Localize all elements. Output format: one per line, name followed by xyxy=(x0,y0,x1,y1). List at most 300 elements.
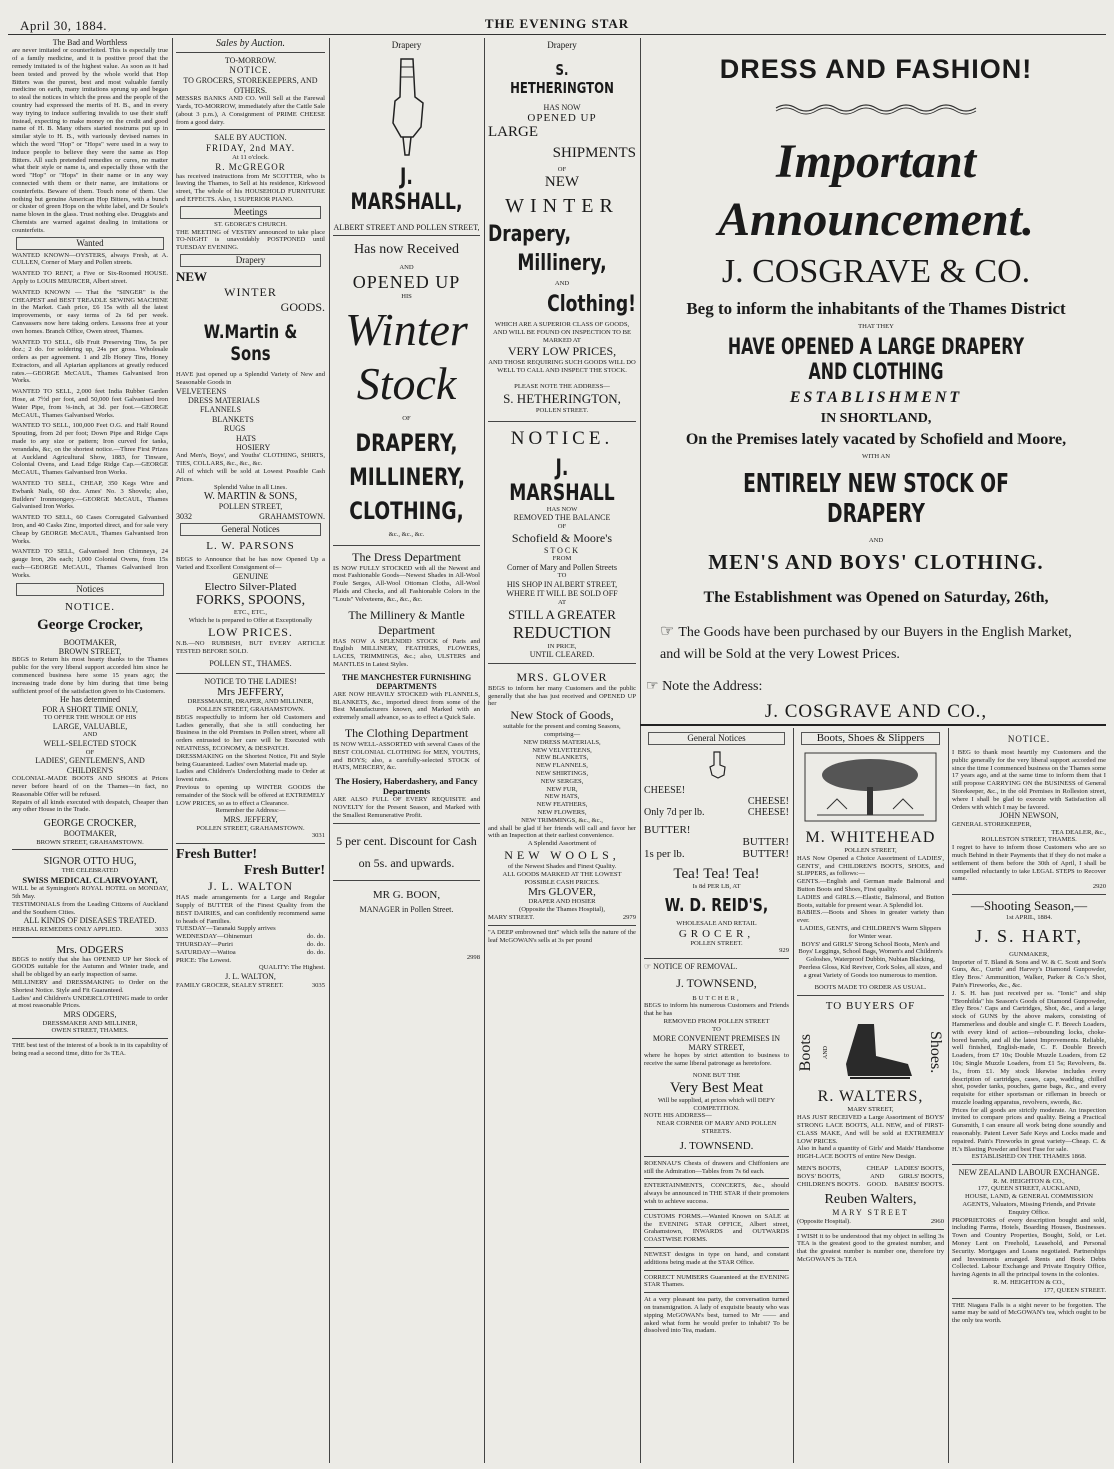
whitehead-boys: BOYS' and GIRLS' Strong School Boots, Men's and Boys' Leggings, School Bags, Women's and Children's Goloshes, Waterproof Dubbin, Nubian Blacking, Peerless Gloss, Kid Reviver, Cork Soles, all sizes, and a great Variety of Goods too numerous to mention. xyxy=(798,940,943,979)
cash-discount: 5 per cent. Discount for Cash on 5s. and upwards. xyxy=(336,833,477,870)
customs-forms-ad: CUSTOMS FORMS.—Wanted Known on SALE at the EVENING STAR OFFICE, Albert street, Grahamstown, INWARDS and OUTWARDS COASTWISE FORMS. xyxy=(644,1212,789,1244)
column-rule xyxy=(793,728,794,1463)
crocker-sig-trade: BOOTMAKER, xyxy=(63,829,117,839)
schedule-cell: WEDNESDAY—Ohinemuri xyxy=(176,933,253,941)
nz-labour-exchange: NEW ZEALAND LABOUR EXCHANGE. xyxy=(958,1168,1100,1178)
marshall-corner: Corner of Mary and Pollen Streets xyxy=(507,562,617,572)
glover-item: NEW FUR, xyxy=(546,785,578,793)
odgers-text: BEGS to notify that she has OPENED UP her Stock of GOODS suitable for the Autumn and Winter trade, and shall be obliged by an early inspection of same. xyxy=(12,955,168,979)
very-best-meat: Very Best Meat xyxy=(669,1079,764,1096)
odgers-name: Mrs. ODGERS xyxy=(56,943,124,956)
glover-item: NEW VELVETEENS, xyxy=(532,746,592,754)
schedule-row xyxy=(176,933,325,941)
walters-text: HAS JUST RECEIVED a Large Assortment of BOYS' STRONG LACE BOOTS, ALL NEW, and of FIRST-CLASS MAKE, And will be sold at EXTREMELY LOW PRICES. xyxy=(797,1114,944,1145)
martin-num: 3032 xyxy=(176,511,192,521)
glover-suitable: suitable for the present and coming Seasons, comprising— xyxy=(503,723,621,738)
cosgrave-firm: J. COSGRAVE & CO. xyxy=(721,253,1031,290)
crocker-large: LARGE, VALUABLE, xyxy=(52,722,128,732)
boots-grid-right xyxy=(894,1165,944,1188)
jeffery-remember: Remember the Address:— xyxy=(215,807,286,815)
glover-splendid: A Splendid Assortment of xyxy=(527,840,597,848)
drapery-word: DRAPERY, xyxy=(355,428,458,457)
martin-list-item: HOSIERY xyxy=(236,443,271,453)
marshall-notice: NOTICE. xyxy=(510,427,614,449)
glover-num: 2979 xyxy=(622,913,636,921)
notices-header: Notices xyxy=(16,583,164,596)
heth-sig: S. HETHERINGTON, xyxy=(503,390,621,406)
martin-list-item: RUGS xyxy=(224,424,246,434)
crocker-text: BEGS to Return his most hearty thanks to the Thames public for the very liberal support accorded him since he commenced business here some 15 years ago; the increasing trade done by him during that time being sufficient proof of the satisfaction given to his Customers. xyxy=(12,656,168,695)
eleven: At 11 o'clock. xyxy=(232,153,269,161)
jeffery-name: Mrs JEFFERY, xyxy=(217,686,284,699)
heth-pollen: POLLEN STREET. xyxy=(535,406,589,414)
newson-num: 2920 xyxy=(1092,883,1106,891)
crocker-name: George Crocker, xyxy=(37,616,143,633)
martin-youths: And Men's, Boys', and Youths' CLOTHING, SHIRTS, TIES, COLLARS, &c., &c., &c. xyxy=(176,452,325,468)
glover-new-stock: New Stock of Goods, xyxy=(510,708,614,723)
butter-3: BUTTER! xyxy=(742,848,789,860)
drapery-header: Drapery xyxy=(547,40,577,50)
heth-of: OF xyxy=(557,166,567,174)
dress-fashion-title: DRESS AND FASHION! xyxy=(719,54,1033,84)
cosgrave-note: ☞ Note the Address: xyxy=(646,679,763,695)
townsend-removed: REMOVED FROM POLLEN STREET xyxy=(663,1017,770,1025)
etc-label: &c., &c., &c. xyxy=(388,530,425,538)
pointing-hand-icon: ☞ xyxy=(646,679,663,695)
martin-splendid: Splendid Value in all Lines. xyxy=(214,483,287,491)
heth-shipments: SHIPMENTS xyxy=(552,145,636,162)
column-rule xyxy=(172,38,173,1463)
heth-millinery: Millinery, xyxy=(517,251,607,277)
whitehead-order: BOOTS MADE TO ORDER AS USUAL. xyxy=(814,983,927,991)
heighton-addr: 177, QUEEN STREET. xyxy=(1043,1286,1106,1294)
boot-illustration-row xyxy=(797,1016,944,1088)
tree-illustration-icon xyxy=(797,749,944,825)
meetings-header: Meetings xyxy=(180,206,321,219)
millinery-text: HAS NOW A SPLENDID STOCK of Paris and English MILLINERY, FEATHERS, FLOWERS, LACES, TRIMMINGS, &c.; also, ULSTERS and MANTLES in Latest Styles. xyxy=(333,637,480,668)
and-word: AND xyxy=(823,1045,830,1059)
wanted-ad: WANTED KNOWN — That the "SINGER" is the CHEAPEST and BEST TREADLE SEWING MACHINE in the Market. Cash price, £6 15s with all the latest improvements, or easy terms of 2s 6d per week. Canvassers now here taking orders. Lessons free at your own homes. Branch Office, Owen street, Thames. xyxy=(12,288,168,335)
townsend-more: MORE CONVENIENT PREMISES IN MARY STREET, xyxy=(652,1033,781,1052)
heighton-props: PROPRIETORS of every description bought and sold, including Farms, Hotels, Boarding Houses, Businesses. Town and Country Properties, Bought, Sold, or Let. Money Lent on Freehold, Leasehold, and Personal Security. Mortgages and Loans negotiated. Partnerships and Investments arranged. Rents and Book Debts Collected. Labour Exchange and Private Enquiry Office, having Agents in all the principal towns in the colonies. xyxy=(952,1216,1106,1279)
marshall-where: WHERE IT WILL BE SOLD OFF xyxy=(506,589,618,599)
cosgrave-goods: ☞ The Goods have been purchased by our Buyers in the English Market, and will be Sold at the very Lowest Prices. xyxy=(660,623,1072,663)
martin-list-item: DRESS MATERIALS xyxy=(188,395,260,405)
has-now-received: Has now Received xyxy=(354,242,459,258)
cosgrave-sig: J. COSGRAVE AND CO., xyxy=(764,701,988,723)
glover-mary: MARY STREET. xyxy=(488,913,535,921)
walton-addr: FAMILY GROCER, SEALEY STREET. xyxy=(176,981,284,989)
newson-rolleston: ROLLESTON STREET, THAMES. xyxy=(981,836,1077,844)
cheese-3: CHEESE! xyxy=(747,807,789,818)
odgers-underclothing: Ladies' and Children's UNDERCLOTHING made to order at most reasonable Prices. xyxy=(12,994,168,1010)
cosgrave-that-they: THAT THEY xyxy=(858,323,894,330)
and-label: AND xyxy=(399,264,414,272)
marshall-in-price: IN PRICE, xyxy=(547,642,577,650)
newson-name: JOHN NEWSON, xyxy=(999,811,1059,821)
cosgrave-shortland: IN SHORTLAND, xyxy=(820,410,932,426)
wanted-ad: WANTED TO SELL, 6lb Fruit Preserving Tins, 5s per doz.; 2 do. for soldering up, 24s per gross. Wholesale orders as per agreement. 1 and 2lb Honey Tins, Honey Extractors, and all Apiarian appliances at greatly reduced rates.—GEORGE McCAUL, Thames Galvanised Iron Works. xyxy=(12,338,168,385)
wanted-list xyxy=(12,252,168,580)
martin-list xyxy=(176,387,325,453)
goods-label: GOODS. xyxy=(280,299,325,314)
column-4 xyxy=(488,38,636,1466)
whitehead-ladies: LADIES and GIRLS.—Elastic, Balmoral, and Button Boots, suitable for present wear. A Splendid lot. xyxy=(797,893,944,909)
parsons-etc: ETC., ETC., xyxy=(233,609,268,617)
cosgrave-premises: On the Premises lately vacated by Schofield and Moore, xyxy=(685,430,1067,448)
heighton-queen: 177, QUEEN STREET, AUCKLAND, xyxy=(977,1185,1081,1193)
parsons-name: L. W. PARSONS xyxy=(206,540,295,553)
manchester-department: THE MANCHESTER FURNISHING DEPARTMENTS xyxy=(341,672,472,691)
drapery-header: Drapery xyxy=(180,254,321,267)
col4-footer: "A DEEP embrowned tint" which tells the nature of the leaf McGOWAN's sells at 3s per pound xyxy=(488,928,636,944)
odgers-sig2: DRESSMAKER AND MILLINER, xyxy=(42,1019,138,1027)
schedule-row xyxy=(176,925,325,933)
hart-gunmaker: GUNMAKER, xyxy=(1009,950,1049,958)
parsons-electro: Electro Silver-Plated xyxy=(204,581,297,594)
glover-item: NEW FEATHERS, xyxy=(536,801,588,809)
heth-large: LARGE xyxy=(488,124,538,141)
odgers-footer: THE best test of the interest of a book is in its capability of being read a second time, ditto for 3s TEA. xyxy=(12,1042,168,1057)
marshall-of: OF xyxy=(557,522,567,530)
townsend-text: BEGS to inform his numerous Customers and Friends that he has xyxy=(644,1002,789,1018)
walton-num: 3035 xyxy=(311,981,325,989)
hosiery-text: ARE ALSO FULL OF EVERY REQUISITE and NOVELTY for the Present Season, and Marked with the Smallest Remunerative Profit. xyxy=(333,796,480,819)
wanted-ad: WANTED TO SELL, 100,000 Feet O.G. and Half Round Spouting, from 2d per foot; Down Pipe and Ridge Caps made to any size or pattern; Iron curved for tanks, verandahs, &c, on the shortest notice.—Three First Prizes at Auckland Agricultural Show, 1883, for Tinware, Colonial Ovens, and Lead Edge Ridge Cap.—GEORGE McCAUL, Thames Galvanised Iron Works. xyxy=(12,422,168,477)
reuben-num: 2960 xyxy=(930,1217,944,1225)
marshall-reduction: REDUCTION xyxy=(512,622,612,642)
banks-text: MESSRS BANKS AND CO. Will Sell at the Farewal Yards, TO-MORROW, immediately after the Cattle Sale (about 3 p.m.), A Consignment of PRIME CHEESE from a good dairy. xyxy=(176,95,325,126)
winter-word: Winter xyxy=(345,304,468,355)
dress-department: The Dress Department xyxy=(352,549,461,564)
cosgrave-entirely: ENTIRELY NEW STOCK OF DRAPERY xyxy=(743,468,1009,529)
masthead-date: April 30, 1884. xyxy=(20,18,107,33)
marshall-still: STILL A GREATER xyxy=(508,606,616,622)
boots-grid-cell: GIRLS' BOOTS, xyxy=(898,1172,944,1180)
walton-sig: J. L. WALTON, xyxy=(225,972,276,982)
marshall-has-now: HAS NOW xyxy=(546,505,578,513)
pointing-hand-icon: ☞ xyxy=(660,623,679,641)
parsons-pollen: POLLEN ST., THAMES. xyxy=(209,659,292,669)
newson-notice: NOTICE. xyxy=(1007,734,1051,744)
winter-label: WINTER xyxy=(224,284,277,299)
cheese-price: Only 7d per lb. xyxy=(644,807,705,818)
newson-storekeeper: GENERAL STOREKEEPER, xyxy=(952,820,1032,828)
crocker-ladies: LADIES', GENTLEMEN'S, AND CHILDREN'S xyxy=(35,756,145,775)
to-buyers: TO BUYERS OF xyxy=(825,1000,916,1013)
column-7 xyxy=(952,730,1106,1465)
martin-addr: POLLEN STREET, xyxy=(218,502,283,512)
hart-name: J. S. HART, xyxy=(974,925,1084,946)
martin-list-item: VELVETEENS xyxy=(176,386,227,396)
auction-notice: NOTICE. xyxy=(229,65,272,76)
heth-and-those: AND THOSE REQUIRING SUCH GOODS WILL DO WELL TO CALL AND INSPECT THE STOCK. xyxy=(488,359,636,375)
sale-by-auction: SALE BY AUCTION. xyxy=(214,133,287,143)
whitehead-warm: LADIES, GENTS, and CHILDREN'S Warm Slippers for Winter wear. xyxy=(799,924,942,940)
column-rule xyxy=(329,38,330,1463)
jeffery-sig: MRS. JEFFERY, xyxy=(223,815,278,825)
reid-num: 929 xyxy=(779,947,789,955)
townsend-none: NONE BUT THE xyxy=(692,1071,741,1079)
townsend-where: where he hopes by strict attention to business to receive the same liberal patronage as heretofore. xyxy=(644,1052,789,1068)
wanted-ad: WANTED TO SELL, CHEAP, 350 Kegs Wire and Ewbank Nails, 60 doz. Ames' No. 3 Shovels; also, Builders' Ironmongery.—GEORGE McCAUL, Thames Galvanised Iron Works. xyxy=(12,480,168,511)
hug-title: SWISS MEDICAL CLAIRVOYANT, xyxy=(22,875,158,886)
marshall-removed: REMOVED THE BALANCE xyxy=(513,513,611,523)
column-rule xyxy=(948,728,949,1463)
jeffery-num: 3031 xyxy=(311,832,325,840)
boots-grid-left xyxy=(797,1165,860,1188)
hart-established: ESTABLISHED ON THE THAMES 1868. xyxy=(971,1153,1087,1161)
crocker-determined: He has determined xyxy=(60,695,120,705)
column-3 xyxy=(333,38,480,1466)
boots-grid-cell: MEN'S BOOTS, xyxy=(797,1164,842,1172)
shoes-word: Shoes. xyxy=(926,1031,944,1074)
hug-diseases: ALL KINDS OF DISEASES TREATED. xyxy=(23,916,157,926)
marshall-num: 2998 xyxy=(466,953,480,961)
friday: FRIDAY, 2nd MAY. xyxy=(205,142,296,153)
column-rule xyxy=(484,38,485,1463)
townsend-supplied: Will be supplied, at prices which will DEFY COMPETITION. xyxy=(657,1096,776,1112)
reuben-street: MARY STREET xyxy=(832,1208,909,1218)
whitehead-name: M. WHITEHEAD xyxy=(805,829,936,846)
marshall-to: TO xyxy=(557,572,567,580)
removal-notice: ☞ NOTICE OF REMOVAL. xyxy=(644,962,738,972)
townsend-name: J. TOWNSEND, xyxy=(676,975,757,990)
glover-addr: (Opposite the Thames Hospital), xyxy=(519,906,605,914)
martin-name: W.Martin & Sons xyxy=(203,320,298,365)
hart-text-2: J. S. H. has just received per ss. "Ionic" and ship "Bronhilda" his Season's Goods of Diamond Gunpowder, Eley Bros.' Caps and Cartridges, Shot, &c., and a large stock of GUNS by the above makers, consisting of Hammerless and double and single C. F. Breech Loaders, with every kind of action—rebounding locks, choke-bored barrels, and all the latest Improvements. Reliable, well finished, English-made, C. F. Double Breech Loaders, from £7 10s; Double Muzzle Loaders, from £2 10s; Single Muzzle Loaders, from £1 5s; Revolvers, 8s. 1s., from £1. My stock likewise includes every description of cartridges, cases, caps, wadding, chilled shot, powder tanks, pouches, game bags, &c., and every requisite for either sportsman or rifleman in breech or muzzle loading apparatus, revolvers, swords, &c. xyxy=(952,989,1106,1106)
boots-grid-cell: AND xyxy=(870,1172,885,1180)
millinery-department: The Millinery & Mantle Department xyxy=(348,607,465,637)
jeffery-trade: DRESSMAKER, DRAPER, AND MILLINER, POLLEN STREET, GRAHAMSTOWN. xyxy=(187,698,314,714)
schedule-cell: do. do. xyxy=(306,940,325,948)
heth-opened: OPENED UP xyxy=(527,112,597,125)
boots-header: Boots, Shoes & Slippers xyxy=(801,732,940,745)
walters-mary: MARY STREET, xyxy=(847,1106,894,1114)
reid-pollen: POLLEN STREET. xyxy=(690,939,743,947)
parsons-which: Which he is prepared to Offer at Exceptionally xyxy=(188,617,313,625)
newest-designs-ad: NEWEST designs in type on hand, and constant additions being made at the STAR Office. xyxy=(644,1250,789,1266)
heighton-sig: R. M. HEIGHTON & CO., xyxy=(993,1279,1065,1287)
cosgrave-and: AND xyxy=(868,536,884,544)
butter-price: 1s per lb. xyxy=(644,848,685,860)
heth-which: WHICH ARE A SUPERIOR CLASS OF GOODS, AND WILL BE FOUND ON INSPECTION TO BE MARKED AT xyxy=(492,321,632,344)
boots-grid-cell: CHILDREN'S BOOTS. xyxy=(797,1180,861,1188)
martin-list-item: BLANKETS xyxy=(212,414,254,424)
pointing-hand-icon: ☞ xyxy=(644,962,654,972)
crocker-short-time: FOR A SHORT TIME ONLY, xyxy=(42,704,138,714)
tomorrow: TO-MORROW. xyxy=(224,56,277,65)
walton-quality: QUALITY: The Highest. xyxy=(258,964,325,972)
whitehead-babies: BABIES.—Boots and Shoes in greater variety than ever. xyxy=(797,909,944,925)
boots-grid-cell: GOOD. xyxy=(866,1180,888,1188)
pointing-hand-icon xyxy=(387,57,427,157)
crocker-sig-addr: BROWN STREET, GRAHAMSTOWN. xyxy=(36,838,144,846)
walters-name: R. WALTERS, xyxy=(817,1088,924,1106)
ladies-notice: NOTICE TO THE LADIES! xyxy=(204,676,297,686)
parsons-text: BEGS to Announce that he has now Opened Up a Varied and Excellent Consignment of— xyxy=(176,556,325,572)
correct-numbers-ad: CORRECT NUMBERS Guaranteed at the EVENING STAR Thames. xyxy=(644,1273,789,1289)
mcgregor-text: has received instructions from Mr SCOTTER, who is leaving the Thames, to Sell at his residence, Kirkwood street, The whole of his HOUSEHOLD FURNITURE and EFFECTS. Also, 1 SUPERIOR PIANO. xyxy=(176,172,325,203)
roennau-ad: ROENNAU'S Chests of drawers and Chiffoniers are still the Admiration—Tables from 7s 6d each. xyxy=(644,1159,789,1175)
his-label: HIS xyxy=(401,293,412,301)
bitters-title: The Bad and Worthless xyxy=(52,38,128,47)
crocker-of: OF xyxy=(85,748,95,756)
important-announcement: Important Announcement. xyxy=(717,135,1035,246)
cosgrave-advert xyxy=(646,40,1106,724)
heth-and: AND xyxy=(554,280,570,288)
shooting-date: 1st APRIL, 1884. xyxy=(1005,913,1053,921)
newson-text: I BEG to thank most heartily my Customers and the public generally for the very liberal support accorded me since the time I commenced business on the Thames some 17 years ago, and at the same time to inform them that I still propose CARRYING ON the BUSINESS of General Storekeeper, &c., in the old Premises in Rolleston street, where I shall be glad to execute with Satisfaction all Orders with which I may be favored. xyxy=(952,749,1106,811)
wanted-header: Wanted xyxy=(16,237,164,250)
wanted-ad: WANTED TO SELL, 60 Cases Corrugated Galvanised Iron, and 40 Casks Zinc, imported direct, and for sale very Cheap by GEORGE McCAUL, Thames Galvanised Iron Works. xyxy=(12,514,168,545)
boots-word: Boots xyxy=(797,1033,814,1072)
hetherington-name: S. HETHERINGTON xyxy=(510,61,614,97)
column-6 xyxy=(797,730,944,1465)
glover-item: NEW HATS, xyxy=(544,793,580,801)
marshall-address: ALBERT STREET AND POLLEN STREET, xyxy=(333,223,480,232)
dress-text: IS NOW FULLY STOCKED with all the Newest and most Fashionable Goods—Newest Shades in All-Wool Foule Serges, All-Wool Ottoman Cloths, All-Wool Plaids and Checks, and all Fashionable Colors in the "Louis" Velveteens, &c., &c., &c. xyxy=(333,564,480,603)
column-2 xyxy=(176,38,325,1466)
crocker-offer: TO OFFER THE WHOLE OF HIS xyxy=(43,714,137,722)
glover-sig: Mrs GLOVER, xyxy=(528,886,596,899)
butter-1: BUTTER! xyxy=(644,824,691,836)
cosgrave-bottom-rule xyxy=(640,724,1106,726)
millinery-word: MILLINERY, xyxy=(349,462,465,491)
heth-very-low: VERY LOW PRICES, xyxy=(507,344,617,359)
schedule-cell: SATURDAY—Waitoa xyxy=(176,948,236,956)
walton-price: PRICE: The Lowest. xyxy=(176,956,232,964)
wavy-rule-icon xyxy=(646,101,1106,115)
schedule-row xyxy=(176,949,325,957)
tea-party-ad: At a very pleasant tea party, the conversation turned on transmigration. A lady of exquisite beauty who was sipping McGOWAN's best, turned to Mr —— and asked what form he would prefer to inhabit? To be dissolved into Tea, madam. xyxy=(644,1296,789,1335)
clothing-text: IS NOW WELL-ASSORTED with several Cases of the BEST COLONIAL CLOTHING for MEN, YOUTHS, and BOYS; also, a carefully-selected STOCK of HATS, MERCERY, &c. xyxy=(333,740,480,772)
clothing-department: The Clothing Department xyxy=(344,725,469,740)
glover-text: BEGS to inform her many Customers and the public generally that she has just received and OPENED UP her xyxy=(488,684,636,708)
jeffery-underclothing: Ladies and Children's Underclothing made to Order at lowest rates. xyxy=(176,768,325,784)
glover-item: NEW DRESS MATERIALS, xyxy=(523,738,601,746)
heth-has-now: HAS NOW xyxy=(543,103,581,112)
hug-testimonials: TESTIMONIALS from the Leading Citizens of Auckland and the Southern Cities. xyxy=(12,900,168,916)
wanted-ad: WANTED KNOWN—OYSTERS, always Fresh, at A. CULLEN, Corner of Mary and Pollen streets. xyxy=(12,251,168,267)
mcgowan-wish-ad: I WISH it to be understood that my object in selling 3s TEA is the greatest good to the greatest number, and that the greatest number is number one, therefore try McGOWAN'S 3s TEA xyxy=(797,1232,944,1263)
jeffery-previous: Previous to opening up WINTER GOODS the remainder of the Stock will be offered at EXTREMELY LOW PRICES, so as to effect a Clearance. xyxy=(176,783,325,807)
jeffery-dressmaking: DRESSMAKING on the Shortest Notice, Fit and Style being Guaranteed. Ladies' own Material made up. xyxy=(176,752,325,768)
jeffery-addr: POLLEN STREET, GRAHAMSTOWN. xyxy=(196,824,305,832)
martin-text: HAVE just opened up a Splendid Variety of New and Seasonable Goods in xyxy=(176,370,325,386)
boon-name: MR G. BOON, xyxy=(372,888,441,901)
glover-item: NEW FLOWERS, xyxy=(537,808,587,816)
hug-num: 3033 xyxy=(154,925,168,933)
auction-header: Sales by Auction. xyxy=(216,38,285,49)
glover-call: and shall be glad if her friends will call and favor her with an Inspection at their earliest convenience. xyxy=(488,824,636,840)
reuben-walters: Reuben Walters, xyxy=(824,1192,917,1208)
glover-item: NEW SHIRTINGS, xyxy=(535,769,589,777)
odgers-millinery: MILLINERY and DRESSMAKING to Order on the Shortest Notice. Style and Fit Guaranteed. xyxy=(12,979,168,994)
hart-text: Importer of T. Bland & Sons and W. & C. Scott and Son's Guns, &c., Curtis' and Harvey's Diamond Gunpowder, Eley Bros.' Ammunition, Walker, Parker & Co.'s Shot, Pain's Fireworks, &c., &c. xyxy=(952,958,1106,989)
schedule-cell: THURSDAY—Puriri xyxy=(176,940,233,948)
column-1 xyxy=(12,38,168,1466)
schofield-stock: Schofield & Moore's xyxy=(511,530,613,545)
townsend-to: TO xyxy=(712,1025,721,1033)
odgers-sig: MRS ODGERS, xyxy=(63,1010,117,1020)
heighton-house: HOUSE, LAND, & GENERAL COMMISSION AGENTS, Valuators, Missing Friends, and Private Enquiry Office. xyxy=(962,1193,1096,1216)
boon-manager: MANAGER in Pollen Street. xyxy=(359,904,454,914)
masthead-title: THE EVENING STAR xyxy=(484,16,630,31)
walton-butter-2: Fresh Butter! xyxy=(244,863,325,879)
hart-text-3: Prices for all goods are strictly moderate. An inspection invited to compare prices and quality. Being a Practical Gunsmith, I can ensure all work being done soundly and reasonably. Patent Lever Safe Keys and Locks made and repaired. Pain's Fireworks in great variety—Cheap. C. & H.'s Blasting Powder and best Fuse for sale. xyxy=(952,1106,1106,1153)
glover-trade: DRAPER AND HOSIER xyxy=(528,898,596,906)
reuben-opposite: (Opposite Hospital). xyxy=(797,1217,851,1225)
clothing-word: CLOTHING, xyxy=(349,496,464,525)
new-label: NEW xyxy=(176,268,208,284)
heth-clothing: Clothing! xyxy=(547,292,636,317)
martin-list-item: FLANNELS xyxy=(200,405,241,415)
townsend-sig: J. TOWNSEND. xyxy=(679,1139,754,1152)
wanted-ad: WANTED TO SELL, 2,000 feet India Rubber Garden Hose, at 7½d per foot, and 50,000 feet Galvanised Iron Water Pipe, from ⅛-inch, at 3d. per foot.—GEORGE McCAUL, Thames Galvanised Works. xyxy=(12,388,168,419)
manchester-text: ARE NOW HEAVILY STOCKED with FLANNELS, BLANKETS, &c., imported direct from some of the Best Manufacturers known, and Marked with an extremely small advance, so as to effect a Quick Sale. xyxy=(333,690,480,722)
cosgrave-establishment: ESTABLISHMENT xyxy=(789,388,963,406)
marshall-from: FROM xyxy=(552,554,572,562)
marshall-name-2: J. MARSHALL xyxy=(509,455,615,506)
crocker-colonial: COLONIAL-MADE BOOTS AND SHOES at Prices never before heard of on the Thames—in fact, no Reasonable Offer will be refused. xyxy=(12,775,168,798)
column-5 xyxy=(644,730,789,1465)
masthead xyxy=(0,0,1114,36)
crocker-sig-name: GEORGE CROCKER, xyxy=(43,818,137,830)
boots-grid-cell: BOYS' BOOTS, xyxy=(797,1172,841,1180)
entertainments-ad: ENTERTAINMENTS, CONCERTS, &c., should always be announced in THE STAR if their promoters wish to achieve success. xyxy=(644,1182,789,1205)
glover-item: NEW BLANKETS, xyxy=(535,754,589,762)
whitehead-pollen: POLLEN STREET, xyxy=(844,847,897,854)
general-notices-header: General Notices xyxy=(180,523,321,536)
crocker-and: AND xyxy=(82,731,98,739)
wanted-ad: WANTED TO RENT, a Five or Six-Roomed HOUSE. Apply to LOUIS MEURCER, Albert street. xyxy=(12,270,168,285)
tea-tea-tea: Tea! Tea! Tea! xyxy=(673,866,760,882)
hug-text: WILL be at Symington's ROYAL HOTEL on MONDAY, 5th May. xyxy=(12,885,168,901)
bitters-text: are never imitated or counterfeited. This is especially true of a family medicine, and it is positive proof that the remedy imitated is of the highest value. As soon as it had been tested and proved by the whole world that Hop Bitters was the purest, best and most valuable family medicine on earth, many imitations sprung up and began to steal the notices in which the press and the people of the country had expressed the merits of H. B., and in every way trying to induce suffering invalids to use their stuff instead, expecting to make money on the credit and good name of H. B. Many others started nostrums put up in similar style to H. B., with variously devised names in which the word "Hop" or "Hops" were used in a way to induce people to believe they were the same as Hop Bitters. All such pretended remedies or cures, no matter what their style or name is, and especially those with the word "Hop" or "Hops" in their name or in any way connected with them or their name, are imitations or counterfeits. Beware of them. Touch none of them. Use nothing but genuine American Hop Bitters, with a bunch or cluster of green Hops on the white label, and Dr Soule's name blown in the glass. Trust nothing else. Druggists and Chemists are warned against dealing in imitations or counterfeits. xyxy=(12,47,168,234)
opened-up: OPENED UP xyxy=(352,272,461,293)
schedule-cell: do. do. xyxy=(306,933,325,941)
odgers-addr: OWEN STREET, THAMES. xyxy=(51,1027,129,1035)
martin-list-item: HATS xyxy=(236,433,257,443)
cosgrave-with-an: WITH AN xyxy=(861,452,891,460)
glover-items xyxy=(488,739,636,825)
walters-also: Also in hand a quantity of Girls' and Maids' Handsome HIGH-LACE BOOTS of entire New Design. xyxy=(797,1145,944,1161)
walton-text: HAS made arrangements for a Large and Regular Supply of BUTTER of the Finest Quality from the BEST DAIRIES, and can confidently recommend same to heads of Families. xyxy=(176,894,325,925)
whitehead-text: HAS Now Opened a Choice Assortment of LADIES', GENTS', and CHILDREN'S BOOTS, SHOES, and SLIPPERS, as follows:— xyxy=(797,854,944,878)
mcgregor: R. McGREGOR xyxy=(215,161,286,172)
pointing-hand-icon xyxy=(707,751,727,779)
boots-grid-cell: LADIES' BOOTS, xyxy=(894,1164,944,1172)
boots-grid-middle xyxy=(866,1165,888,1188)
heth-please: PLEASE NOTE THE ADDRESS— xyxy=(514,382,610,390)
hug-name: SIGNOR OTTO HUG, xyxy=(43,856,137,868)
walton-name: J. L. WALTON xyxy=(207,879,294,894)
crocker-trade: BOOTMAKER, xyxy=(63,637,117,647)
crocker-notice: NOTICE. xyxy=(64,600,116,613)
glover-item: NEW TRIMMINGS, &c., &c., xyxy=(521,816,603,824)
schedule-cell: do. do. xyxy=(306,948,325,956)
tea-price: Is 8d PER LB, AT xyxy=(692,883,741,890)
boots-grid-cell: CHEAP xyxy=(866,1164,889,1172)
crocker-street: BROWN STREET, xyxy=(58,647,122,657)
cosgrave-have-opened: HAVE OPENED A LARGE DRAPERY AND CLOTHING xyxy=(727,334,1025,385)
martin-lowest: All of which will be sold at Lowest Possible Cash Prices. xyxy=(176,468,325,483)
glover-wools: NEW WOOLS, xyxy=(504,847,620,862)
hug-celebrated: THE CELEBRATED xyxy=(61,867,119,875)
stock-word: Stock xyxy=(356,358,457,409)
of-label: OF xyxy=(402,415,411,422)
